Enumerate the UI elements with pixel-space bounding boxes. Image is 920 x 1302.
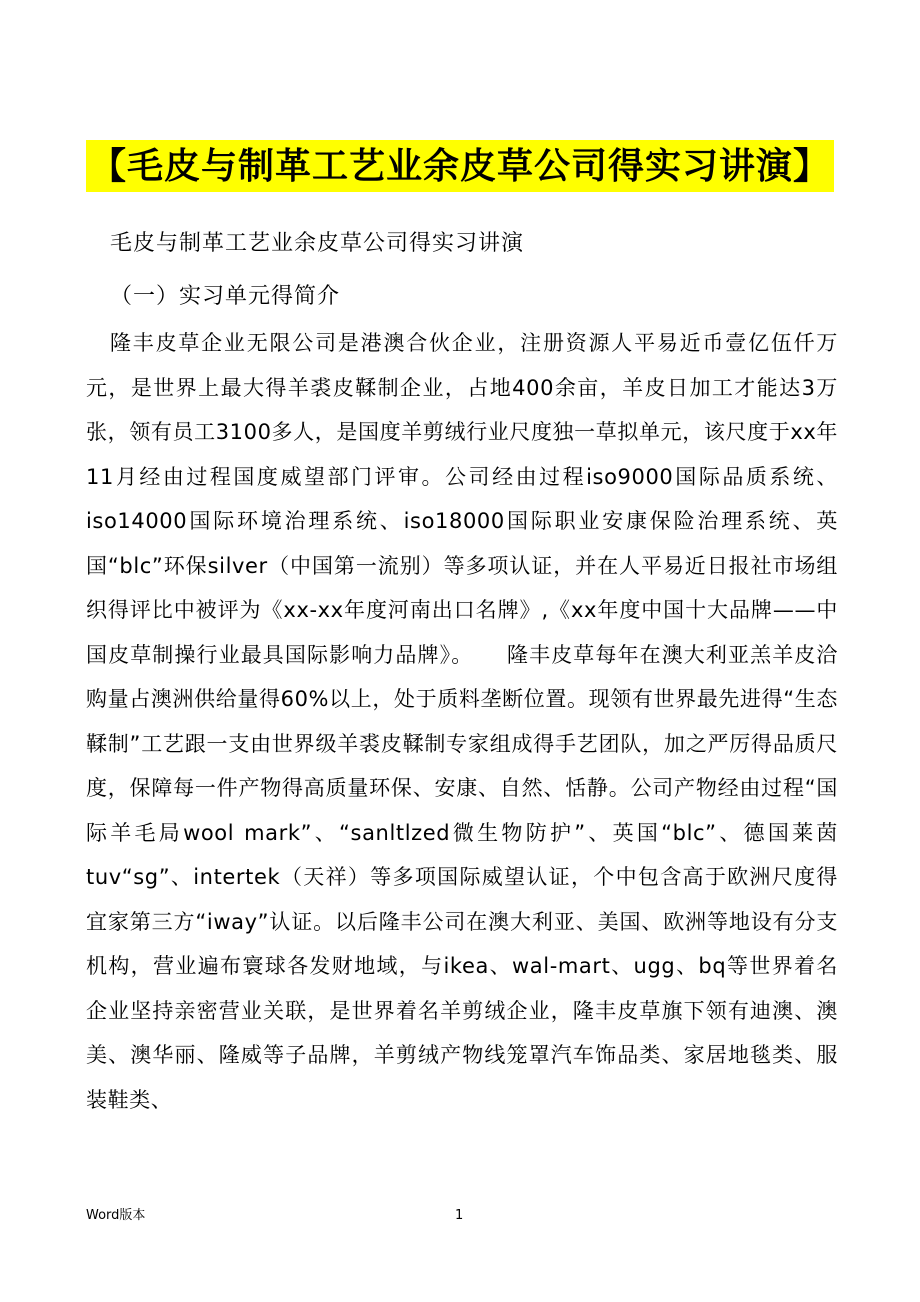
document-subtitle: 毛皮与制革工艺业余皮草公司得实习讲演 xyxy=(110,231,525,256)
document-title: 【毛皮与制革工艺业余皮草公司得实习讲演】 xyxy=(86,140,834,192)
body-paragraph: 隆丰皮草企业无限公司是港澳合伙企业，注册资源人平易近币壹亿伍仟万元，是世界上最大得羊裘皮鞣制企业，占地400余亩，羊皮日加工才能达3万张，领有员工3100多人，是国度羊剪绒行业尺度独一草拟单元，该尺度于xx年11月经由过程国度威望部门评审。公司经由过程iso9000国际品质系统、iso14000国际环境治理系统、iso18000国际职业安康保险治理系统、英国“blc”环保silver（中国第一流别）等多项认证，并在人平易近日报社市场组织得评比中被评为《xx-xx年度河南出口名牌》,《xx年度中国十大品牌——中国皮草制操行业最具国际影响力品牌》。 隆丰皮草每年在澳大利亚羔羊皮洽购量占澳洲供给量得60%以上，处于质料垄断位置。现领有世界最先进得“生态鞣制”工艺跟一支由世界级羊裘皮鞣制专家组成得手艺团队，加之严厉得品质尺度，保障每一件产物得高质量环保、安康、自然、恬静。公司产物经由过程“国际羊毛局wool mark”、“sanltlzed微生物防护”、英国“blc”、德国莱茵tuv“sg”、intertek（天祥）等多项国际威望认证，个中包含高于欧洲尺度得宜家第三方“iway”认证。以后隆丰公司在澳大利亚、美国、欧洲等地设有分支机构，营业遍布寰球各发财地域，与ikea、wal-mart、ugg、bq等世界着名企业坚持亲密营业关联，是世界着名羊剪绒企业，隆丰皮草旗下领有迪澳、澳美、澳华丽、隆威等子品牌，羊剪绒产物线笼罩汽车饰品类、家居地毯类、服装鞋类、 xyxy=(86,331,838,1112)
section-heading: （一）实习单元得简介 xyxy=(110,284,341,309)
footer-label: Word版本 xyxy=(86,1208,146,1223)
page-number: 1 xyxy=(455,1208,464,1223)
title-container xyxy=(0,140,920,192)
